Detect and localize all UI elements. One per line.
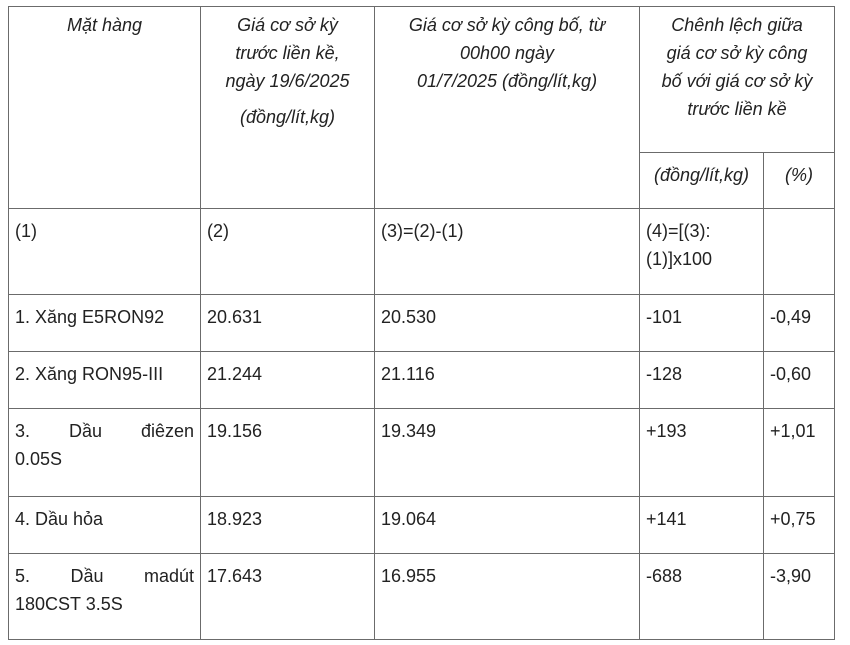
prev-price: 17.643: [201, 554, 375, 640]
item-name: [9, 554, 201, 640]
price-difference-pct: +0,75: [764, 497, 835, 554]
header-prev-unit: (đồng/lít,kg): [239, 107, 336, 127]
header-prev-line3: ngày 19/6/2025: [225, 71, 350, 91]
item-name: 2. Xăng RON95-III: [9, 352, 201, 409]
price-difference: -101: [640, 295, 764, 352]
header-pub-line1: Giá cơ sở kỳ công bố, từ: [408, 15, 606, 35]
published-price: 21.116: [375, 352, 640, 409]
index-cell-3: (3)=(2)-(1): [375, 209, 640, 295]
item-name: 1. Xăng E5RON92: [9, 295, 201, 352]
header-pub-line2: 00h00 ngày: [459, 43, 555, 63]
table-row: [9, 497, 835, 554]
header-prev-line1: Giá cơ sở kỳ: [237, 15, 338, 35]
published-price: 19.349: [375, 409, 640, 497]
fuel-price-table: [8, 6, 835, 640]
table-row: [9, 352, 835, 409]
header-diff-line1: Chênh lệch giữa: [671, 15, 803, 35]
header-diff-unit: [640, 153, 764, 209]
item-name-line1: 3. Dầu điêzen: [15, 421, 194, 441]
index-cell-1: (1): [9, 209, 201, 295]
price-difference-pct: -3,90: [764, 554, 835, 640]
prev-price: 21.244: [201, 352, 375, 409]
price-difference: +193: [640, 409, 764, 497]
price-difference-pct: +1,01: [764, 409, 835, 497]
price-difference-pct: -0,49: [764, 295, 835, 352]
index-row: [9, 209, 835, 295]
index-cell-5: [764, 209, 835, 295]
table-row: [9, 295, 835, 352]
index-cell-4-line2: (1)]x100: [646, 249, 713, 269]
header-diff-pct-text: (%): [785, 165, 813, 185]
header-pub-line3: 01/7/2025 (đồng/lít,kg): [416, 71, 598, 91]
item-name: 4. Dầu hỏa: [9, 497, 201, 554]
index-cell-2: (2): [201, 209, 375, 295]
published-price: 20.530: [375, 295, 640, 352]
table-row: [9, 409, 835, 497]
header-diff-line3: bố với giá cơ sở kỳ: [661, 71, 813, 91]
header-prev-price: [201, 7, 375, 209]
header-diff-line4: trước liền kề: [687, 99, 787, 119]
header-difference: [640, 7, 835, 153]
header-mat-hang: [9, 7, 201, 209]
header-diff-line2: giá cơ sở kỳ công: [666, 43, 808, 63]
header-diff-unit-text: (đồng/lít,kg): [653, 165, 750, 185]
header-row: [9, 7, 835, 153]
index-cell-4-line1: (4)=[(3):: [646, 221, 711, 241]
header-mat-hang-text: Mặt hàng: [66, 15, 143, 35]
prev-price: 19.156: [201, 409, 375, 497]
table-row: [9, 554, 835, 640]
published-price: 19.064: [375, 497, 640, 554]
item-name-line1: 5. Dầu madút: [15, 566, 194, 586]
price-difference-pct: -0,60: [764, 352, 835, 409]
header-diff-pct: [764, 153, 835, 209]
prev-price: 20.631: [201, 295, 375, 352]
item-name-line2: 0.05S: [15, 449, 63, 469]
header-prev-line2: trước liền kề,: [235, 43, 340, 63]
item-name: [9, 409, 201, 497]
published-price: 16.955: [375, 554, 640, 640]
item-name-line2: 180CST 3.5S: [15, 594, 123, 614]
header-published-price: [375, 7, 640, 209]
price-difference: -128: [640, 352, 764, 409]
price-difference: +141: [640, 497, 764, 554]
prev-price: 18.923: [201, 497, 375, 554]
price-difference: -688: [640, 554, 764, 640]
index-cell-4: [640, 209, 764, 295]
